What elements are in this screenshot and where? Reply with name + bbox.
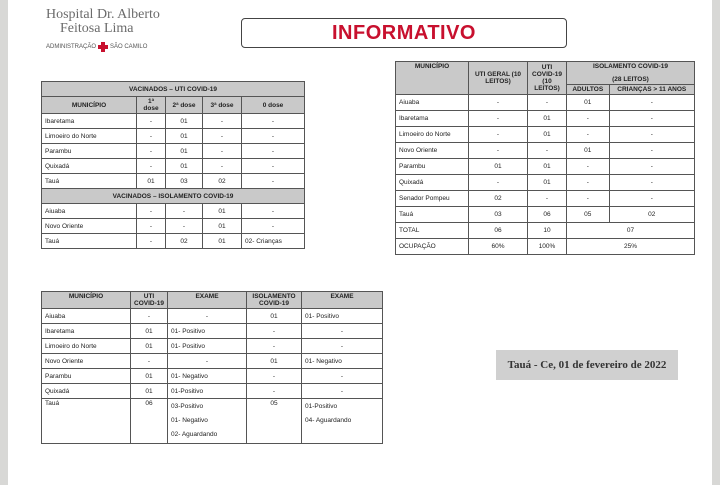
logo-admin: ADMINISTRAÇÃO — [46, 44, 97, 50]
cell: 01 — [567, 143, 610, 159]
cell: - — [242, 144, 305, 159]
col-header: UTI GERAL (10 LEITOS) — [469, 62, 528, 95]
cell: 01 — [166, 159, 203, 174]
cell: 01- Negativo — [302, 354, 383, 369]
cell: - — [469, 111, 528, 127]
occupancy-table — [395, 61, 695, 255]
occupancy-row — [396, 239, 695, 255]
cell: 01 — [203, 204, 242, 219]
col-header: MUNICÍPIO — [42, 97, 137, 114]
cell: 01 — [166, 144, 203, 159]
col-header: EXAME — [168, 292, 247, 309]
cell: - — [609, 191, 694, 207]
cell: 03 — [469, 207, 528, 223]
cell: 02 — [166, 234, 203, 249]
col-header: CRIANÇAS > 11 ANOS — [609, 85, 694, 95]
cell: 01- Negativo — [168, 369, 247, 384]
cell: 05 — [567, 207, 610, 223]
cell: Tauá — [42, 174, 137, 189]
cell — [168, 399, 247, 444]
cell: Quixadá — [42, 159, 137, 174]
cell: 01- Positivo — [168, 324, 247, 339]
cell: - — [609, 95, 694, 111]
cell: - — [469, 127, 528, 143]
logo-line-2: Feitosa Lima — [60, 21, 134, 36]
cell: Limoeiro do Norte — [42, 339, 131, 354]
cell: - — [302, 339, 383, 354]
section-title: VACINADOS – ISOLAMENTO COVID-19 — [42, 189, 305, 204]
cell: 01 — [567, 95, 610, 111]
page-title: INFORMATIVO — [241, 18, 567, 48]
cell: 01 — [528, 111, 567, 127]
cell: 06 — [131, 399, 168, 444]
cell: Limoeiro do Norte — [396, 127, 469, 143]
table-row — [396, 191, 695, 207]
cell: - — [528, 143, 567, 159]
exam-result: 04- Aguardando — [305, 417, 352, 424]
table-section-header — [42, 82, 305, 97]
cell: 02- Crianças — [242, 234, 305, 249]
cell: Novo Oriente — [42, 219, 137, 234]
cell: 01 — [203, 219, 242, 234]
cell: - — [247, 369, 302, 384]
exam-result: 01-Positivo — [305, 403, 338, 410]
cell: - — [137, 219, 166, 234]
cell: Quixadá — [396, 175, 469, 191]
col-header: UTI COVID-19 — [131, 292, 168, 309]
cell: Aiuaba — [42, 309, 131, 324]
cell: 03 — [166, 174, 203, 189]
col-header: EXAME — [302, 292, 383, 309]
cell: 01 — [528, 175, 567, 191]
exam-result: 01- Negativo — [171, 417, 208, 424]
cell: - — [567, 175, 610, 191]
logo-sao-camilo: SÃO CAMILO — [110, 44, 148, 50]
cell: - — [247, 384, 302, 399]
cell: 01-Positivo — [168, 384, 247, 399]
exam-result: 02- Aguardando — [171, 431, 218, 438]
table-row — [396, 159, 695, 175]
cell: Ibaretama — [42, 324, 131, 339]
table-header-row — [396, 62, 695, 85]
cell: 02 — [609, 207, 694, 223]
logo-line-1: Hospital Dr. Alberto — [46, 7, 160, 22]
cell: - — [137, 234, 166, 249]
cell: - — [242, 159, 305, 174]
cell: 07 — [567, 223, 695, 239]
cell: 05 — [247, 399, 302, 444]
date-stamp: Tauá - Ce, 01 de fevereiro de 2022 — [496, 350, 678, 380]
table-row — [42, 129, 305, 144]
table-row — [42, 399, 383, 444]
cell: - — [131, 309, 168, 324]
cell: 01 — [469, 159, 528, 175]
col-header-group — [567, 62, 695, 85]
cell: Parambu — [42, 144, 137, 159]
cell: Ibaretama — [396, 111, 469, 127]
col-header: MUNICÍPIO — [42, 292, 131, 309]
cell: - — [137, 114, 166, 129]
cell: 06 — [528, 207, 567, 223]
cell: 100% — [528, 239, 567, 255]
document-page — [8, 0, 712, 485]
col-header: ISOLAMENTO COVID-19 — [247, 292, 302, 309]
cell: - — [166, 204, 203, 219]
cell: 01 — [131, 324, 168, 339]
cell: Parambu — [42, 369, 131, 384]
cell: 01 — [247, 309, 302, 324]
table-section-header — [42, 189, 305, 204]
cell: - — [168, 354, 247, 369]
cell: 01- Positivo — [302, 309, 383, 324]
cell: - — [567, 159, 610, 175]
cell: 01 — [131, 339, 168, 354]
cell: Parambu — [396, 159, 469, 175]
table-row — [42, 324, 383, 339]
cell: - — [302, 369, 383, 384]
cell: 01 — [131, 369, 168, 384]
table-row — [396, 95, 695, 111]
cell: - — [302, 384, 383, 399]
cell: - — [137, 159, 166, 174]
cell: - — [242, 114, 305, 129]
table-row — [42, 144, 305, 159]
table-row — [42, 204, 305, 219]
cell: - — [528, 191, 567, 207]
cell: Tauá — [42, 399, 131, 444]
cell: - — [203, 144, 242, 159]
cell: Ibaretama — [42, 114, 137, 129]
cell: 01 — [528, 127, 567, 143]
exam-table — [41, 291, 383, 444]
table-row — [42, 339, 383, 354]
cell: 01 — [528, 159, 567, 175]
iso-title: ISOLAMENTO COVID-19 — [592, 63, 668, 70]
col-header: 3ª dose — [203, 97, 242, 114]
cell: 01 — [247, 354, 302, 369]
col-header: 0 dose — [242, 97, 305, 114]
cell: - — [469, 175, 528, 191]
cell: - — [247, 324, 302, 339]
col-header: 2ª dose — [166, 97, 203, 114]
cell: TOTAL — [396, 223, 469, 239]
col-header: ADULTOS — [567, 85, 610, 95]
col-header: MUNICÍPIO — [396, 62, 469, 95]
cell: Limoeiro do Norte — [42, 129, 137, 144]
cell: - — [567, 127, 610, 143]
cell: 60% — [469, 239, 528, 255]
table-row — [396, 207, 695, 223]
table-row — [42, 174, 305, 189]
table-row — [42, 309, 383, 324]
cell: - — [609, 111, 694, 127]
cell: - — [567, 191, 610, 207]
cell: - — [137, 129, 166, 144]
cell: Quixadá — [42, 384, 131, 399]
table-row — [42, 354, 383, 369]
cell: - — [203, 129, 242, 144]
section-title: VACINADOS – UTI COVID-19 — [42, 82, 305, 97]
hospital-logo — [46, 8, 186, 52]
cell: 01 — [166, 114, 203, 129]
table-row — [42, 219, 305, 234]
cell: 01 — [166, 129, 203, 144]
cell: - — [528, 95, 567, 111]
cell: OCUPAÇÃO — [396, 239, 469, 255]
cell: Aiuaba — [42, 204, 137, 219]
cell: Aiuaba — [396, 95, 469, 111]
cell: - — [203, 114, 242, 129]
total-row — [396, 223, 695, 239]
cell: - — [609, 159, 694, 175]
cell: - — [609, 175, 694, 191]
exam-result: 03-Positivo — [171, 403, 204, 410]
cell: - — [469, 143, 528, 159]
vaccination-table — [41, 81, 305, 249]
iso-subtitle: (28 LEITOS) — [612, 76, 649, 83]
red-cross-icon — [98, 42, 108, 52]
table-row — [42, 159, 305, 174]
table-row — [42, 384, 383, 399]
cell: 01 — [137, 174, 166, 189]
cell: - — [469, 95, 528, 111]
cell: - — [247, 339, 302, 354]
cell: - — [166, 219, 203, 234]
cell: 02 — [203, 174, 242, 189]
cell: - — [131, 354, 168, 369]
table-row — [396, 143, 695, 159]
cell: Tauá — [396, 207, 469, 223]
table-row — [396, 127, 695, 143]
cell: - — [137, 204, 166, 219]
cell: - — [242, 129, 305, 144]
table-row — [42, 234, 305, 249]
cell: Novo Oriente — [42, 354, 131, 369]
table-row — [396, 111, 695, 127]
table-row — [396, 175, 695, 191]
cell: 02 — [469, 191, 528, 207]
cell — [302, 399, 383, 444]
cell: - — [302, 324, 383, 339]
cell: Tauá — [42, 234, 137, 249]
cell: 01- Positivo — [168, 339, 247, 354]
cell: - — [567, 111, 610, 127]
cell: - — [609, 143, 694, 159]
cell: Senador Pompeu — [396, 191, 469, 207]
table-header-row — [42, 292, 383, 309]
table-row — [42, 114, 305, 129]
col-header: UTI COVID-19 (10 LEITOS) — [528, 62, 567, 95]
cell: 25% — [567, 239, 695, 255]
table-header-row — [42, 97, 305, 114]
table-row — [42, 369, 383, 384]
cell: - — [242, 219, 305, 234]
cell: - — [203, 159, 242, 174]
cell: 01 — [203, 234, 242, 249]
cell: - — [242, 204, 305, 219]
cell: 06 — [469, 223, 528, 239]
col-header: 1ª dose — [137, 97, 166, 114]
cell: - — [137, 144, 166, 159]
cell: - — [609, 127, 694, 143]
cell: 01 — [131, 384, 168, 399]
cell: - — [242, 174, 305, 189]
logo-line-3 — [46, 42, 186, 52]
cell: Novo Oriente — [396, 143, 469, 159]
cell: 10 — [528, 223, 567, 239]
cell: - — [168, 309, 247, 324]
